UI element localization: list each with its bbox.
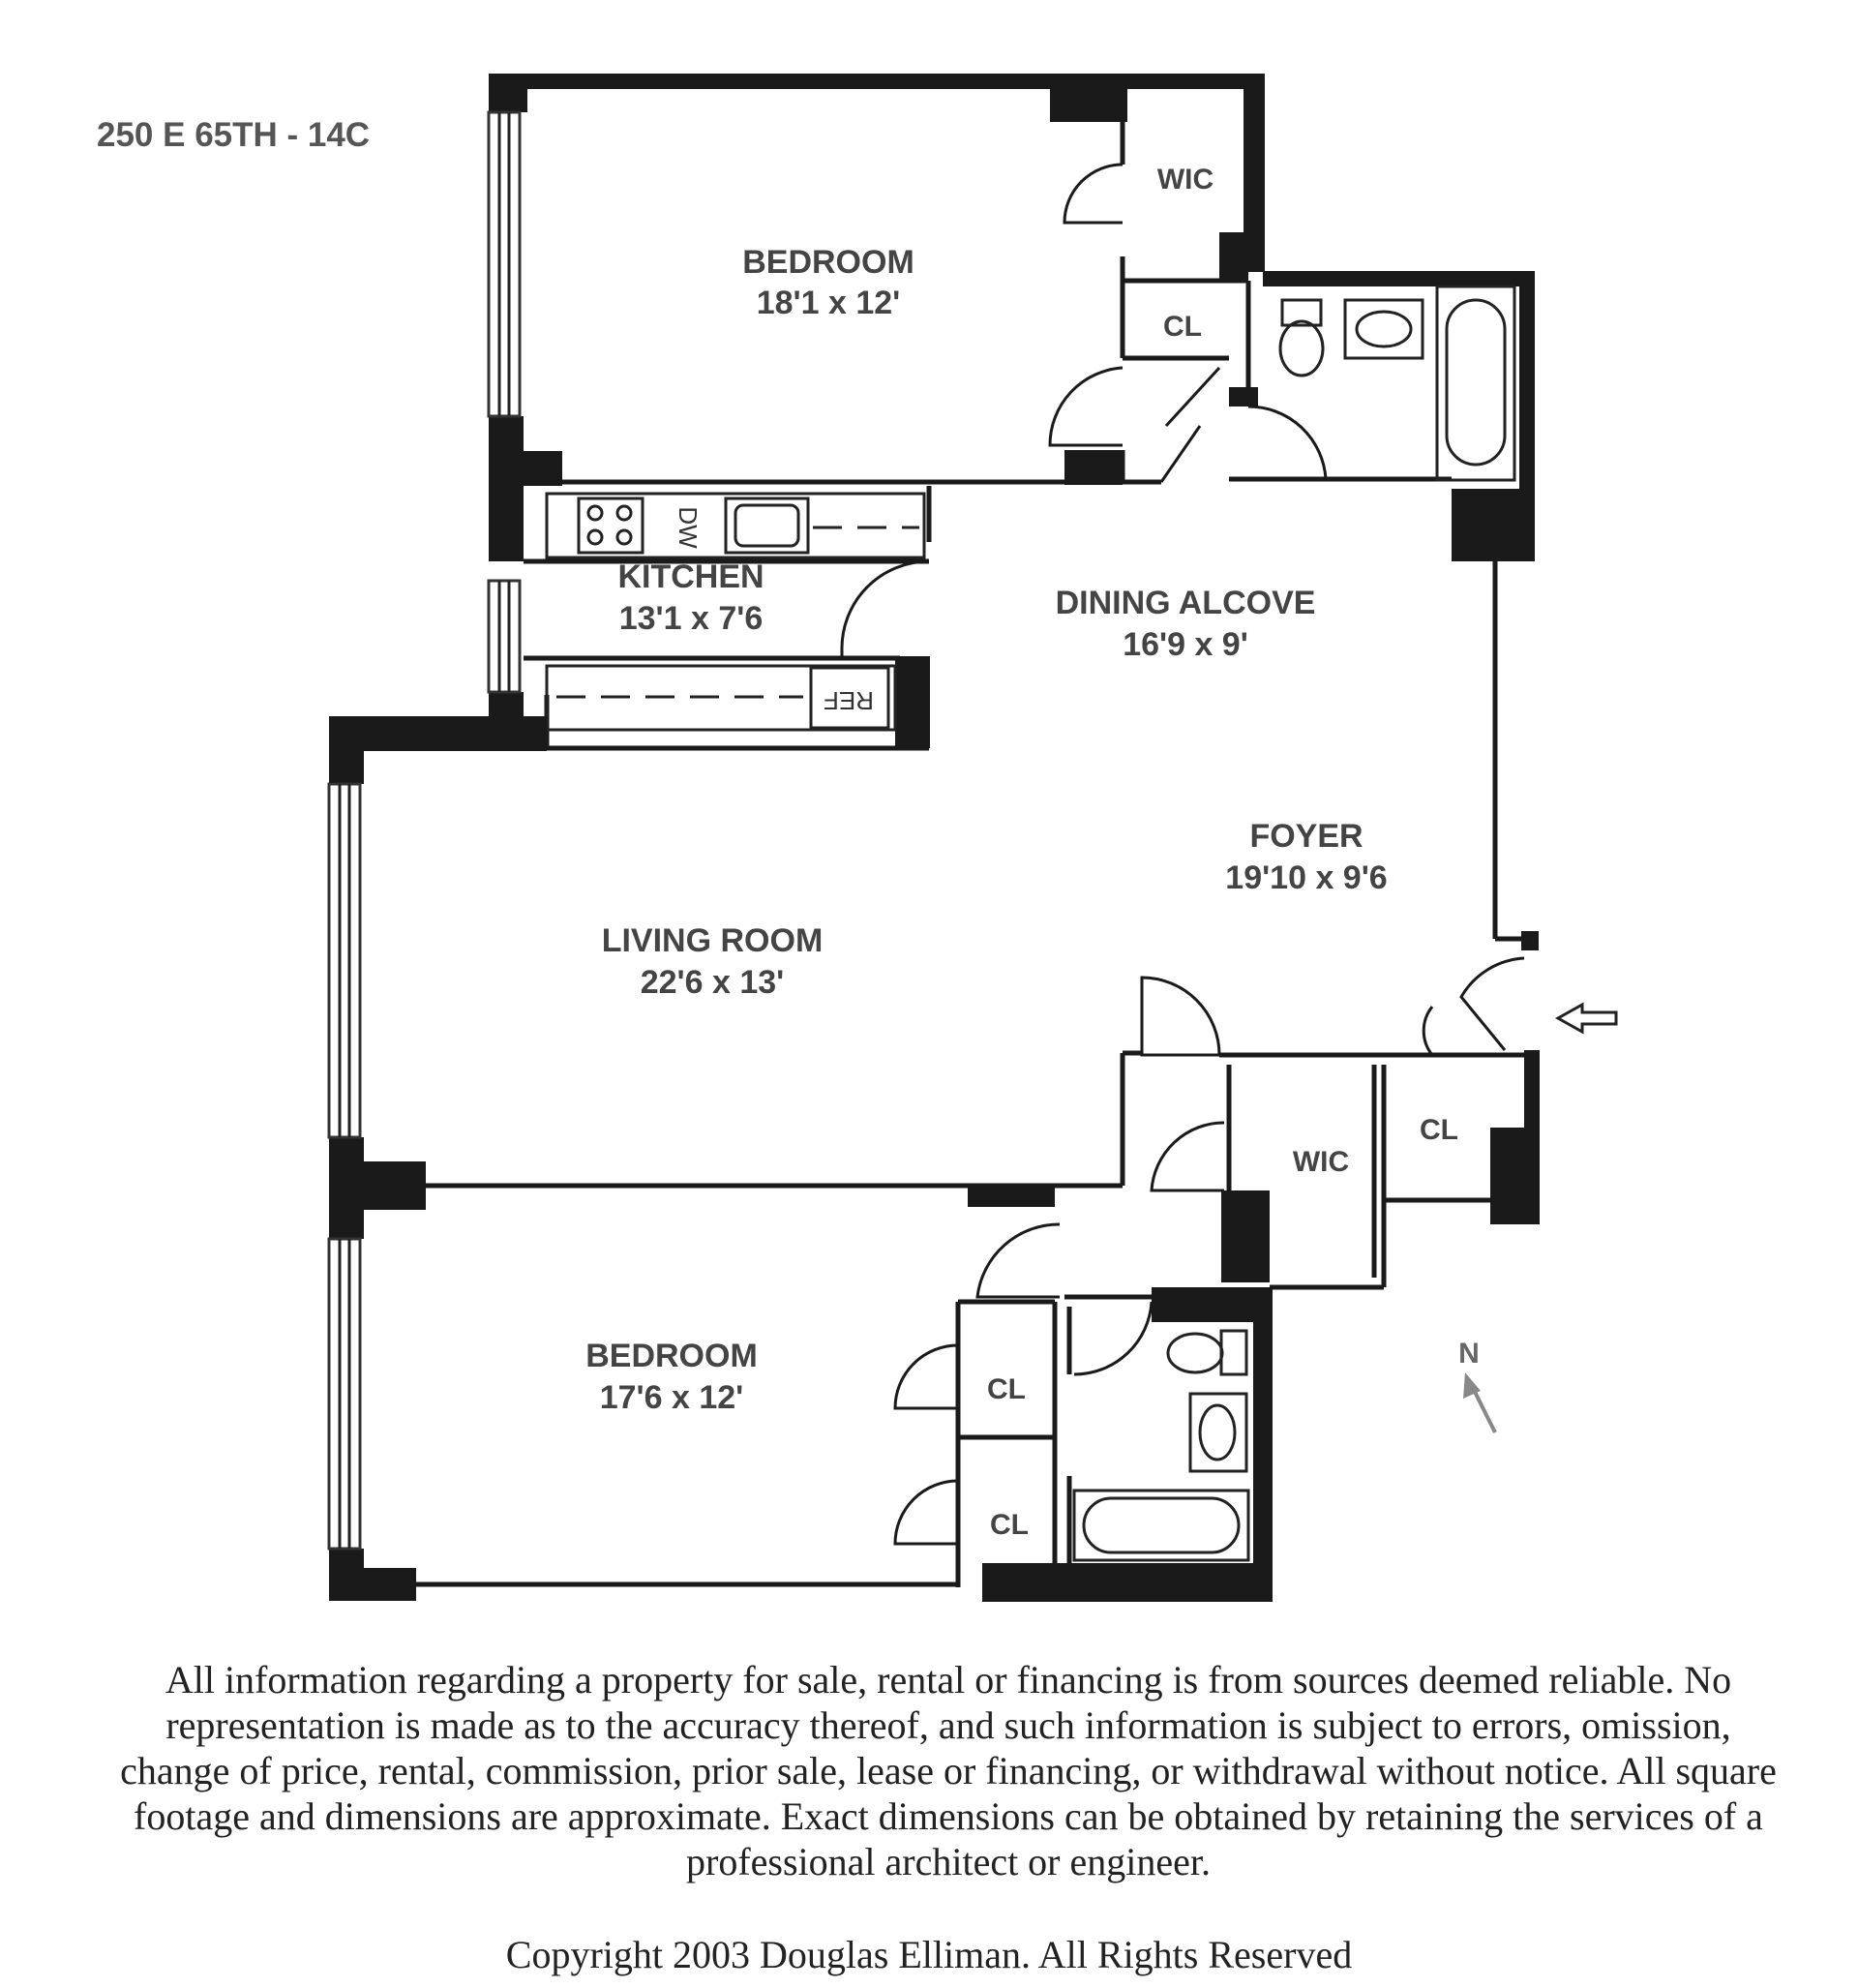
- door-bath2: [1074, 1302, 1152, 1374]
- cl3-label: CL: [987, 1373, 1026, 1405]
- door-cl2: [1423, 1007, 1432, 1055]
- living-dims: 22'6 x 13': [640, 964, 785, 1001]
- sink2-icon: [1190, 1394, 1246, 1471]
- foyer-walls: [1490, 561, 1540, 1224]
- entry-door: [1461, 958, 1524, 1050]
- foyer-name: FOYER: [1249, 818, 1364, 855]
- lower-bedroom-walls: [329, 1186, 1273, 1602]
- sink1-icon: [1345, 300, 1423, 358]
- door-bedroom1: [1050, 368, 1123, 445]
- toilet1-icon: [1280, 300, 1323, 376]
- upper-counter: [547, 494, 924, 557]
- door-living: [1142, 978, 1219, 1055]
- refrigerator-label: REF: [824, 686, 874, 716]
- door-cl3: [895, 1345, 958, 1408]
- door-bedroom2: [977, 1224, 1060, 1297]
- wic1-label: WIC: [1156, 164, 1214, 196]
- door-cl4: [895, 1481, 958, 1544]
- bedroom2-dims: 17'6 x 12': [599, 1379, 744, 1416]
- window-upper-bedroom: [489, 112, 520, 416]
- toilet2-icon: [1168, 1331, 1246, 1374]
- north-label: N: [1458, 1338, 1480, 1370]
- dining-name: DINING ALCOVE: [1055, 585, 1316, 621]
- disclaimer-text: All information regarding a property for sale, rental or financing is from sources deemed reliable. No representation is made as to the accuracy thereof, and such information is subject to errors, omission, change of price, rental, commission, prior sale, lease or financing, or withdrawal without notice. All square footage and dimensions are approximate. Exact dimensions can be obtained by retaining the services of a professional architect or engineer.: [120, 1658, 1777, 1883]
- window-kitchen: [489, 581, 520, 692]
- door-wic1: [1064, 165, 1123, 223]
- door-kitchen: [842, 561, 929, 656]
- door-wic2: [1152, 1123, 1224, 1190]
- entry-arrow-icon: [1558, 1005, 1616, 1032]
- north-arrow-icon: [1463, 1372, 1495, 1432]
- bedroom1-name: BEDROOM: [742, 244, 914, 281]
- address-label: 250 E 65TH - 14C: [97, 116, 371, 154]
- bathtub2-icon: [1074, 1491, 1248, 1560]
- door-bath1: [1248, 407, 1326, 479]
- cl2-label: CL: [1420, 1114, 1458, 1146]
- bedroom1-dims: 18'1 x 12': [756, 285, 901, 321]
- window-living-room: [329, 784, 360, 1137]
- window-lower-bedroom: [329, 1239, 360, 1549]
- living-name: LIVING ROOM: [601, 922, 824, 959]
- bathtub1-icon: [1437, 286, 1514, 480]
- kitchen-dims: 13'1 x 7'6: [618, 600, 764, 637]
- stove-icon: [579, 498, 643, 553]
- foyer-dims: 19'10 x 9'6: [1225, 859, 1388, 896]
- cl4-label: CL: [990, 1509, 1029, 1541]
- hall-closets-walls: [1219, 1055, 1495, 1287]
- bathroom1-walls: [1229, 271, 1535, 561]
- kitchen-name: KITCHEN: [617, 558, 764, 595]
- cl1-label: CL: [1163, 311, 1202, 343]
- bedroom2-name: BEDROOM: [585, 1338, 758, 1374]
- dining-dims: 16'9 x 9': [1123, 626, 1248, 663]
- copyright-text: Copyright 2003 Douglas Elliman. All Rights Reserved: [505, 1933, 1353, 1976]
- dishwasher-label: DW: [674, 506, 703, 549]
- wic2-label: WIC: [1292, 1146, 1350, 1178]
- door-cl1: [1161, 368, 1219, 482]
